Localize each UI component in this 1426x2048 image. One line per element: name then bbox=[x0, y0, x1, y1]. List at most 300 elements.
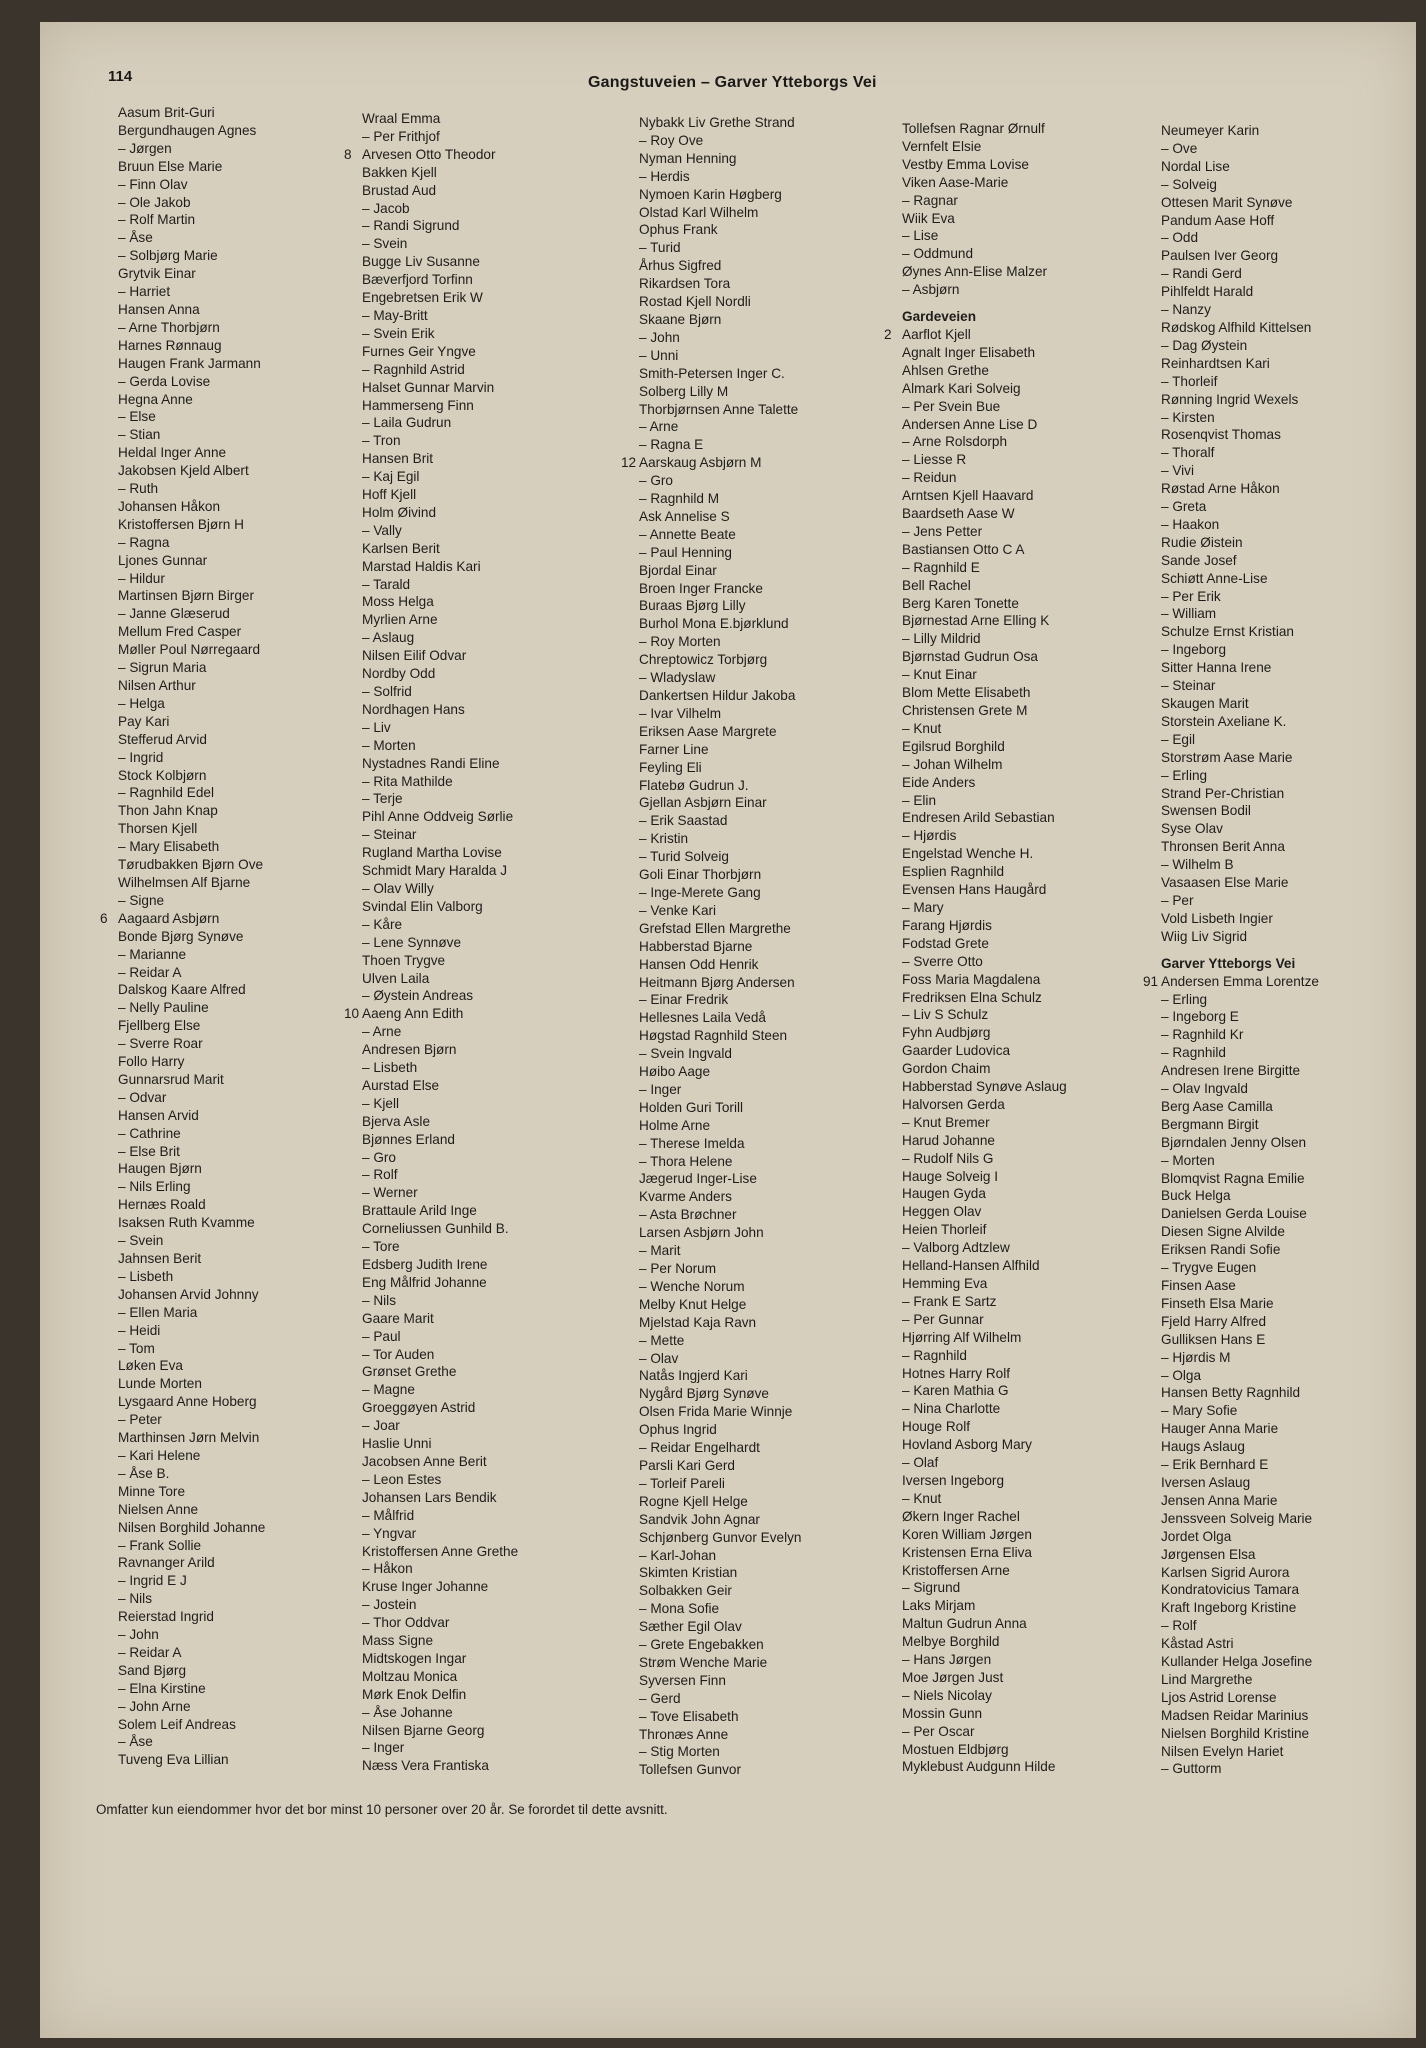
resident-name: – Knut bbox=[902, 1490, 942, 1506]
resident-name: Solberg Lilly M bbox=[639, 383, 729, 399]
resident-name: Edsberg Judith Irene bbox=[362, 1257, 488, 1272]
resident-entry bbox=[902, 120, 1152, 138]
resident-entry bbox=[902, 174, 1152, 192]
resident-entry bbox=[1161, 301, 1411, 319]
resident-name: – Lilly Mildrid bbox=[902, 631, 981, 647]
resident-name: – Gro bbox=[362, 1149, 396, 1165]
resident-name: – Kirsten bbox=[1161, 409, 1215, 425]
resident-entry bbox=[1161, 158, 1411, 176]
resident-name: Laks Mirjam bbox=[902, 1598, 976, 1614]
resident-entry bbox=[118, 1483, 368, 1501]
resident-entry bbox=[118, 1268, 368, 1286]
resident-name: Solbakken Geir bbox=[639, 1583, 732, 1599]
resident-name: Foss Maria Magdalena bbox=[902, 971, 1041, 987]
resident-name: Olstad Karl Wilhelm bbox=[639, 204, 759, 220]
resident-name: Kruse Inger Johanne bbox=[362, 1579, 489, 1595]
resident-name: Rudie Øistein bbox=[1161, 534, 1243, 550]
resident-entry bbox=[639, 723, 889, 741]
resident-entry bbox=[118, 552, 368, 570]
resident-name: – Torleif Pareli bbox=[639, 1475, 725, 1491]
resident-name: – Ragnhild E bbox=[902, 559, 980, 575]
resident-name: Myrlien Arne bbox=[362, 612, 438, 628]
resident-name: Danielsen Gerda Louise bbox=[1161, 1206, 1307, 1222]
resident-entry bbox=[362, 343, 612, 361]
resident-entry bbox=[118, 426, 368, 444]
resident-name: – Karl-Johan bbox=[639, 1547, 717, 1563]
resident-name: Fyhn Audbjørg bbox=[902, 1025, 991, 1041]
resident-name: Karlsen Berit bbox=[362, 540, 440, 556]
resident-name: Ophus Ingrid bbox=[639, 1422, 717, 1438]
resident-entry bbox=[639, 1045, 889, 1063]
resident-name: – Ingeborg E bbox=[1161, 1009, 1239, 1025]
resident-entry bbox=[362, 737, 612, 755]
resident-entry bbox=[118, 1035, 368, 1053]
resident-name: Grytvik Einar bbox=[118, 266, 196, 282]
resident-entry bbox=[1161, 265, 1411, 283]
resident-entry bbox=[362, 1166, 612, 1184]
resident-entry bbox=[118, 1751, 368, 1769]
resident-entry bbox=[902, 227, 1152, 245]
resident-name: – Cathrine bbox=[118, 1125, 181, 1141]
resident-entry bbox=[902, 263, 1152, 281]
resident-name: Tollefsen Ragnar Ørnulf bbox=[902, 121, 1045, 136]
resident-name: – Annette Beate bbox=[639, 526, 736, 542]
resident-name: Jahnsen Berit bbox=[118, 1251, 202, 1266]
resident-name: Martinsen Bjørn Birger bbox=[118, 588, 254, 604]
resident-name: – Odvar bbox=[118, 1089, 167, 1105]
resident-name: Vasaasen Else Marie bbox=[1161, 875, 1289, 891]
resident-entry bbox=[1161, 426, 1411, 444]
resident-name: Grefstad Ellen Margrethe bbox=[639, 920, 791, 936]
resident-name: – Rolf bbox=[362, 1167, 398, 1183]
resident-name: – Hans Jørgen bbox=[902, 1652, 992, 1668]
resident-entry bbox=[362, 1023, 612, 1041]
resident-name: – Ellen Maria bbox=[118, 1304, 198, 1320]
resident-name: – Lene Synnøve bbox=[362, 934, 461, 950]
resident-name: – Nelly Pauline bbox=[118, 1000, 209, 1016]
resident-name: Bakken Kjell bbox=[362, 164, 437, 180]
house-number: 6 bbox=[100, 910, 108, 926]
resident-entry bbox=[1161, 1599, 1411, 1617]
resident-name: Arvesen Otto Theodor bbox=[362, 146, 496, 162]
resident-name: – Knut Bremer bbox=[902, 1114, 990, 1130]
resident-entry bbox=[639, 687, 889, 705]
resident-name: Sæther Egil Olav bbox=[639, 1619, 742, 1635]
resident-entry bbox=[1161, 1098, 1411, 1116]
resident-entry bbox=[1161, 1689, 1411, 1707]
resident-name: Storstein Axeliane K. bbox=[1161, 713, 1287, 729]
resident-name: – Tarald bbox=[362, 576, 411, 592]
resident-entry bbox=[362, 522, 612, 540]
resident-name: Hegna Anne bbox=[118, 391, 193, 407]
house-number: 12 bbox=[621, 455, 637, 471]
resident-entry bbox=[639, 221, 889, 239]
resident-entry bbox=[362, 719, 612, 737]
resident-name: Marstad Haldis Kari bbox=[362, 558, 481, 574]
resident-entry bbox=[362, 504, 612, 522]
resident-name: Bell Rachel bbox=[902, 577, 971, 593]
resident-entry bbox=[362, 450, 612, 468]
resident-entry bbox=[118, 1501, 368, 1519]
resident-entry bbox=[1161, 731, 1411, 749]
resident-name: – Morten bbox=[362, 737, 416, 753]
resident-name: Gaare Marit bbox=[362, 1310, 434, 1326]
resident-name: – Nils bbox=[362, 1292, 396, 1308]
resident-name: – Janne Glæserud bbox=[118, 606, 230, 622]
resident-name: Moe Jørgen Just bbox=[902, 1669, 1004, 1685]
resident-entry bbox=[902, 1562, 1152, 1580]
resident-entry bbox=[639, 1564, 889, 1582]
resident-entry bbox=[118, 373, 368, 391]
resident-name: Kristoffersen Anne Grethe bbox=[362, 1543, 519, 1559]
resident-name: Øynes Ann-Elise Malzer bbox=[902, 264, 1048, 280]
resident-name: Almark Kari Solveig bbox=[902, 380, 1021, 396]
resident-entry bbox=[118, 408, 368, 426]
resident-entry bbox=[118, 731, 368, 749]
resident-entry bbox=[639, 1385, 889, 1403]
resident-entry bbox=[118, 229, 368, 247]
resident-entry bbox=[118, 1125, 368, 1143]
resident-name: – Jens Petter bbox=[902, 523, 983, 539]
resident-entry bbox=[902, 1454, 1152, 1472]
resident-name: Rosenqvist Thomas bbox=[1161, 427, 1281, 443]
resident-name: – Vivi bbox=[1161, 463, 1194, 479]
resident-name: Habberstad Bjarne bbox=[639, 938, 753, 954]
resident-entry bbox=[1161, 1170, 1411, 1188]
resident-entry bbox=[1161, 229, 1411, 247]
resident-entry bbox=[639, 1582, 889, 1600]
resident-name: Wiig Liv Sigrid bbox=[1161, 928, 1248, 944]
resident-name: – Nils bbox=[118, 1591, 152, 1607]
resident-entry bbox=[1161, 373, 1411, 391]
resident-name: Rostad Kjell Nordli bbox=[639, 294, 751, 310]
resident-name: Reierstad Ingrid bbox=[118, 1609, 214, 1625]
resident-name: – Vally bbox=[362, 522, 402, 538]
resident-entry bbox=[1161, 1671, 1411, 1689]
resident-entry bbox=[639, 741, 889, 759]
resident-entry bbox=[362, 397, 612, 415]
resident-name: Nystadnes Randi Eline bbox=[362, 755, 500, 771]
resident-name: Corneliussen Gunhild B. bbox=[362, 1221, 509, 1237]
resident-name: Larsen Asbjørn John bbox=[639, 1225, 764, 1241]
resident-entry bbox=[118, 1322, 368, 1340]
resident-entry bbox=[902, 1006, 1152, 1024]
resident-entry bbox=[1161, 355, 1411, 373]
resident-entry bbox=[639, 204, 889, 222]
resident-entry bbox=[1161, 659, 1411, 677]
resident-entry bbox=[639, 1350, 889, 1368]
resident-name: – Finn Olav bbox=[118, 176, 188, 192]
resident-name: Hjørring Alf Wilhelm bbox=[902, 1329, 1022, 1345]
resident-name: Pihl Anne Oddveig Sørlie bbox=[362, 809, 514, 825]
resident-entry bbox=[1161, 1456, 1411, 1474]
resident-name: – Svein Erik bbox=[362, 325, 435, 341]
resident-name: – Roy Morten bbox=[639, 634, 721, 650]
resident-name: Feyling Eli bbox=[639, 759, 702, 775]
resident-entry bbox=[118, 1447, 368, 1465]
resident-name: – Roy Ove bbox=[639, 132, 704, 148]
resident-name: Aasum Brit-Guri bbox=[118, 105, 215, 120]
resident-entry bbox=[639, 830, 889, 848]
resident-entry bbox=[902, 827, 1152, 845]
resident-entry bbox=[639, 866, 889, 884]
resident-entry bbox=[902, 344, 1152, 362]
resident-name: Aarflot Kjell bbox=[902, 326, 971, 342]
resident-name: Diesen Signe Alvilde bbox=[1161, 1224, 1285, 1240]
resident-name: – Greta bbox=[1161, 499, 1207, 515]
resident-name: Hansen Brit bbox=[362, 451, 434, 467]
resident-name: Bonde Bjørg Synøve bbox=[118, 928, 244, 944]
resident-name: – Sverre Otto bbox=[902, 953, 983, 969]
resident-entry bbox=[902, 648, 1152, 666]
resident-name: Skimten Kristian bbox=[639, 1565, 738, 1581]
resident-name: – Hjørdis bbox=[902, 828, 957, 844]
resident-name: Haugs Aslaug bbox=[1161, 1439, 1245, 1455]
resident-name: Reinhardtsen Kari bbox=[1161, 355, 1270, 371]
resident-name: Heldal Inger Anne bbox=[118, 445, 227, 461]
resident-entry bbox=[902, 774, 1152, 792]
resident-entry bbox=[902, 541, 1152, 559]
resident-name: Harud Johanne bbox=[902, 1132, 995, 1148]
resident-entry bbox=[1161, 910, 1411, 928]
resident-entry bbox=[902, 935, 1152, 953]
resident-name: Nielsen Anne bbox=[118, 1501, 199, 1517]
resident-name: Sitter Hanna Irene bbox=[1161, 660, 1272, 676]
resident-entry bbox=[362, 486, 612, 504]
resident-entry bbox=[362, 916, 612, 934]
resident-name: – Liv bbox=[362, 719, 391, 735]
resident-name: – Egil bbox=[1161, 731, 1196, 747]
resident-entry bbox=[639, 472, 889, 490]
resident-entry bbox=[902, 1418, 1152, 1436]
resident-entry bbox=[902, 1132, 1152, 1150]
directory-page bbox=[40, 22, 1416, 2038]
resident-entry bbox=[639, 1547, 889, 1565]
resident-name: Isaksen Ruth Kvamme bbox=[118, 1215, 255, 1231]
resident-name: – Ingrid bbox=[118, 749, 164, 765]
resident-entry bbox=[639, 848, 889, 866]
resident-entry bbox=[1161, 122, 1411, 140]
resident-name: – Guttorm bbox=[1161, 1761, 1222, 1777]
resident-name: Midtskogen Ingar bbox=[362, 1650, 467, 1666]
resident-entry bbox=[639, 1296, 889, 1314]
resident-entry bbox=[1161, 1367, 1411, 1385]
resident-name: – Per bbox=[1161, 892, 1194, 908]
resident-entry bbox=[639, 1027, 889, 1045]
resident-entry bbox=[902, 792, 1152, 810]
resident-entry bbox=[639, 812, 889, 830]
resident-name: Olsen Frida Marie Winnje bbox=[639, 1404, 793, 1420]
resident-entry bbox=[639, 974, 889, 992]
resident-name: – Gro bbox=[639, 473, 673, 489]
resident-name: – Tor Auden bbox=[362, 1346, 435, 1362]
resident-name: Blomqvist Ragna Emilie bbox=[1161, 1170, 1305, 1186]
resident-entry bbox=[902, 469, 1152, 487]
resident-name: Maltun Gudrun Anna bbox=[902, 1616, 1027, 1632]
resident-entry bbox=[1161, 749, 1411, 767]
resident-entry bbox=[1161, 1331, 1411, 1349]
resident-name: – William bbox=[1161, 606, 1217, 622]
resident-entry bbox=[639, 1206, 889, 1224]
resident-entry bbox=[1161, 1420, 1411, 1438]
resident-entry bbox=[1161, 928, 1411, 946]
resident-name: – Thora Helene bbox=[639, 1153, 733, 1169]
resident-entry bbox=[902, 1096, 1152, 1114]
resident-entry bbox=[118, 1554, 368, 1572]
resident-entry bbox=[362, 1650, 612, 1668]
resident-name: Hansen Arvid bbox=[118, 1107, 199, 1123]
resident-name: – John bbox=[118, 1627, 159, 1643]
resident-name: Andresen Bjørn bbox=[362, 1042, 457, 1058]
resident-entry bbox=[362, 790, 612, 808]
resident-name: Andersen Anne Lise D bbox=[902, 416, 1038, 432]
resident-name: Schiøtt Anne-Lise bbox=[1161, 570, 1268, 586]
resident-entry bbox=[362, 1739, 612, 1757]
resident-name: – Ragna bbox=[118, 534, 170, 550]
resident-entry bbox=[362, 1668, 612, 1686]
resident-name: Solem Leif Andreas bbox=[118, 1716, 236, 1732]
resident-entry bbox=[902, 1687, 1152, 1705]
resident-name: Bergundhaugen Agnes bbox=[118, 122, 257, 138]
resident-entry bbox=[118, 1375, 368, 1393]
resident-entry bbox=[639, 114, 889, 132]
resident-name: Nordal Lise bbox=[1161, 158, 1230, 174]
resident-name: – Hildur bbox=[118, 570, 165, 586]
resident-entry bbox=[362, 701, 612, 719]
resident-name: Thoen Trygve bbox=[362, 952, 446, 968]
resident-entry bbox=[1161, 1510, 1411, 1528]
resident-name: – Svein bbox=[362, 236, 408, 252]
resident-entry bbox=[639, 1170, 889, 1188]
resident-entry bbox=[902, 953, 1152, 971]
resident-entry bbox=[118, 1071, 368, 1089]
resident-entry bbox=[902, 899, 1152, 917]
resident-entry bbox=[639, 956, 889, 974]
resident-name: Bastiansen Otto C A bbox=[902, 541, 1025, 557]
resident-entry bbox=[1161, 767, 1411, 785]
resident-name: – Marit bbox=[639, 1243, 681, 1259]
resident-name: – Åse B. bbox=[118, 1465, 170, 1481]
resident-entry bbox=[902, 138, 1152, 156]
resident-entry bbox=[1161, 1259, 1411, 1277]
resident-name: – Herdis bbox=[639, 168, 690, 184]
resident-entry bbox=[902, 612, 1152, 630]
resident-entry bbox=[902, 1042, 1152, 1060]
resident-entry bbox=[639, 1421, 889, 1439]
resident-name: Hauger Anna Marie bbox=[1161, 1421, 1279, 1437]
footnote: Omfatter kun eiendommer hvor det bor minst 10 personer over 20 år. Se forordet til dette avsnitt. bbox=[96, 1802, 668, 1817]
resident-name: Mass Signe bbox=[362, 1633, 434, 1649]
resident-name: – Ragnar bbox=[902, 192, 958, 208]
resident-name: Bjønnes Erland bbox=[362, 1131, 455, 1147]
resident-entry bbox=[118, 820, 368, 838]
resident-entry bbox=[362, 558, 612, 576]
resident-name: – Elna Kirstine bbox=[118, 1680, 206, 1696]
resident-name: Bjørnestad Arne Elling K bbox=[902, 613, 1050, 629]
resident-name: Strand Per-Christian bbox=[1161, 785, 1285, 801]
resident-name: – Mary Sofie bbox=[1161, 1403, 1238, 1419]
resident-entry bbox=[902, 595, 1152, 613]
resident-entry bbox=[1161, 194, 1411, 212]
resident-entry bbox=[639, 1314, 889, 1332]
resident-entry bbox=[118, 265, 368, 283]
resident-entry bbox=[118, 1357, 368, 1375]
resident-entry bbox=[118, 1572, 368, 1590]
resident-name: Ulven Laila bbox=[362, 970, 430, 986]
resident-name: Høibo Aage bbox=[639, 1064, 711, 1080]
resident-name: – Knut bbox=[902, 720, 942, 736]
resident-name: – Tron bbox=[362, 433, 401, 449]
resident-name: Tuveng Eva Lillian bbox=[118, 1752, 229, 1768]
resident-entry bbox=[902, 1060, 1152, 1078]
resident-entry bbox=[1161, 874, 1411, 892]
resident-entry bbox=[118, 1143, 368, 1161]
resident-entry bbox=[1161, 1134, 1411, 1152]
resident-entry bbox=[362, 576, 612, 594]
resident-entry bbox=[639, 1153, 889, 1171]
resident-entry bbox=[902, 416, 1152, 434]
resident-name: – Sigrund bbox=[902, 1580, 961, 1596]
resident-entry bbox=[621, 454, 889, 472]
resident-name: – Reidar A bbox=[118, 1644, 182, 1660]
resident-name: Fjellberg Else bbox=[118, 1018, 201, 1034]
resident-entry bbox=[639, 1493, 889, 1511]
resident-name: – Turid bbox=[639, 240, 681, 256]
resident-entry bbox=[902, 380, 1152, 398]
resident-name: Melbye Borghild bbox=[902, 1634, 1000, 1650]
resident-name: Pay Kari bbox=[118, 713, 170, 729]
resident-name: Møller Poul Nørregaard bbox=[118, 642, 261, 658]
resident-name: Broen Inger Francke bbox=[639, 580, 763, 596]
resident-entry bbox=[118, 641, 368, 659]
resident-name: Johansen Arvid Johnny bbox=[118, 1286, 259, 1302]
resident-name: Karlsen Sigrid Aurora bbox=[1161, 1564, 1290, 1580]
resident-name: Grønset Grethe bbox=[362, 1364, 457, 1380]
resident-name: Hemming Eva bbox=[902, 1276, 988, 1291]
resident-entry bbox=[118, 802, 368, 820]
resident-name: – Inger bbox=[362, 1740, 405, 1756]
resident-entry bbox=[118, 158, 368, 176]
resident-name: Ljos Astrid Lorense bbox=[1161, 1689, 1277, 1705]
resident-entry bbox=[362, 217, 612, 235]
resident-name: – Jacob bbox=[362, 200, 410, 216]
resident-entry bbox=[362, 1220, 612, 1238]
resident-entry bbox=[118, 122, 368, 140]
resident-name: – Nanzy bbox=[1161, 302, 1211, 318]
resident-name: – Else Brit bbox=[118, 1143, 180, 1159]
resident-entry bbox=[902, 1651, 1152, 1669]
resident-entry bbox=[362, 1435, 612, 1453]
resident-entry bbox=[118, 337, 368, 355]
resident-entry bbox=[1161, 1277, 1411, 1295]
resident-name: Burhol Mona E.bjørklund bbox=[639, 616, 789, 632]
resident-name: – Kjell bbox=[362, 1095, 400, 1111]
resident-name: Aurstad Else bbox=[362, 1077, 440, 1093]
house-number: 2 bbox=[884, 326, 892, 342]
resident-entry bbox=[639, 1009, 889, 1027]
resident-name: – Liv S Schulz bbox=[902, 1007, 989, 1023]
resident-entry bbox=[639, 168, 889, 186]
resident-name: Bugge Liv Susanne bbox=[362, 254, 480, 270]
resident-name: – Erling bbox=[1161, 991, 1208, 1007]
resident-entry bbox=[1161, 1187, 1411, 1205]
resident-name: Hammerseng Finn bbox=[362, 397, 474, 413]
resident-entry bbox=[362, 629, 612, 647]
resident-name: – Tom bbox=[118, 1340, 155, 1356]
resident-entry bbox=[118, 1680, 368, 1698]
resident-name: Madsen Reidar Marinius bbox=[1161, 1707, 1309, 1723]
resident-name: Ahlsen Grethe bbox=[902, 362, 989, 378]
